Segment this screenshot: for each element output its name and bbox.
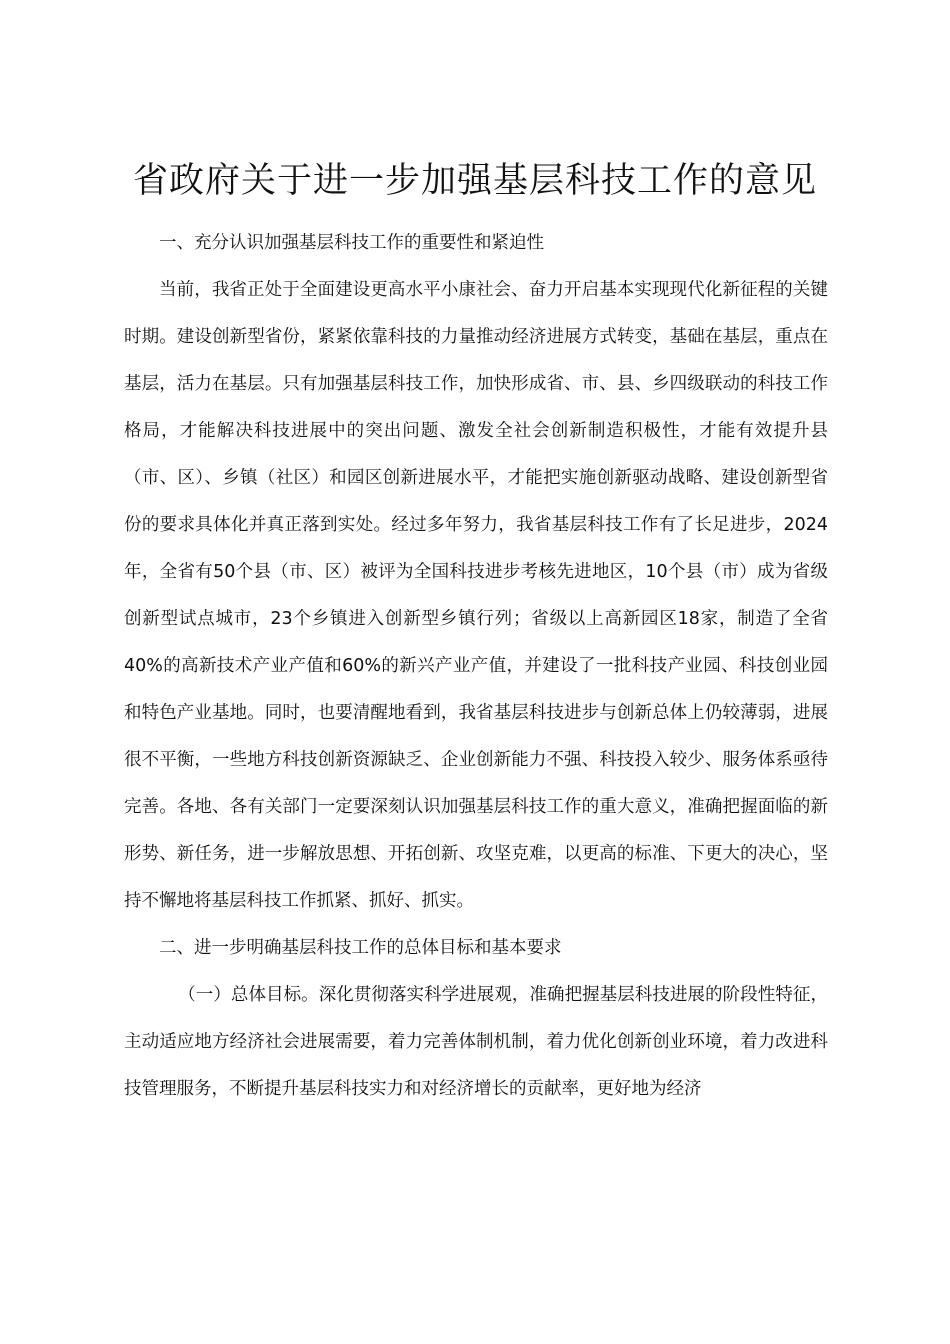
document-body (124, 220, 828, 1113)
section-paragraph-2: （一）总体目标。深化贯彻落实科学进展观，准确把握基层科技进展的阶段性特征，主动适应地方经济社会进展需要，着力完善体制机制，着力优化创新创业环境，着力改进科技管理服务，不断提升基层科技实力和对经济增长的贡献率，更好地为经济 (124, 985, 828, 1099)
section-paragraph-1: 当前，我省正处于全面建设更高水平小康社会、奋力开启基本实现现代化新征程的关键时期。建设创新型省份，紧紧依靠科技的力量推动经济进展方式转变，基础在基层，重点在基层，活力在基层。只有加强基层科技工作，加快形成省、市、县、乡四级联动的科技工作格局，才能解决科技进展中的突出问题、激发全社会创新制造积极性，才能有效提升县（市、区）、乡镇（社区）和园区创新进展水平，才能把实施创新驱动战略、建设创新型省份的要求具体化并真正落到实处。经过多年努力，我省基层科技工作有了长足进步，2024年，全省有50个县（市、区）被评为全国科技进步考核先进地区，10个县（市）成为省级创新型试点城市，23个乡镇进入创新型乡镇行列；省级以上高新园区18家，制造了全省40%的高新技术产业产值和60%的新兴产业产值，并建设了一批科技产业园、科技创业园和特色产业基地。同时，也要清醒地看到，我省基层科技进步与创新总体上仍较薄弱，进展很不平衡，一些地方科技创新资源缺乏、企业创新能力不强、科技投入较少、服务体系亟待完善。各地、各有关部门一定要深刻认识加强基层科技工作的重大意义，准确把握面临的新形势、新任务，进一步解放思想、开拓创新、攻坚克难，以更高的标准、下更大的决心，坚持不懈地将基层科技工作抓紧、抓好、抓实。 (124, 280, 828, 911)
section-heading-2: 二、进一步明确基层科技工作的总体目标和基本要求 (159, 938, 562, 958)
section-heading-1: 一、充分认识加强基层科技工作的重要性和紧迫性 (159, 233, 544, 253)
document-title: 省政府关于进一步加强基层科技工作的意见 (132, 161, 817, 201)
